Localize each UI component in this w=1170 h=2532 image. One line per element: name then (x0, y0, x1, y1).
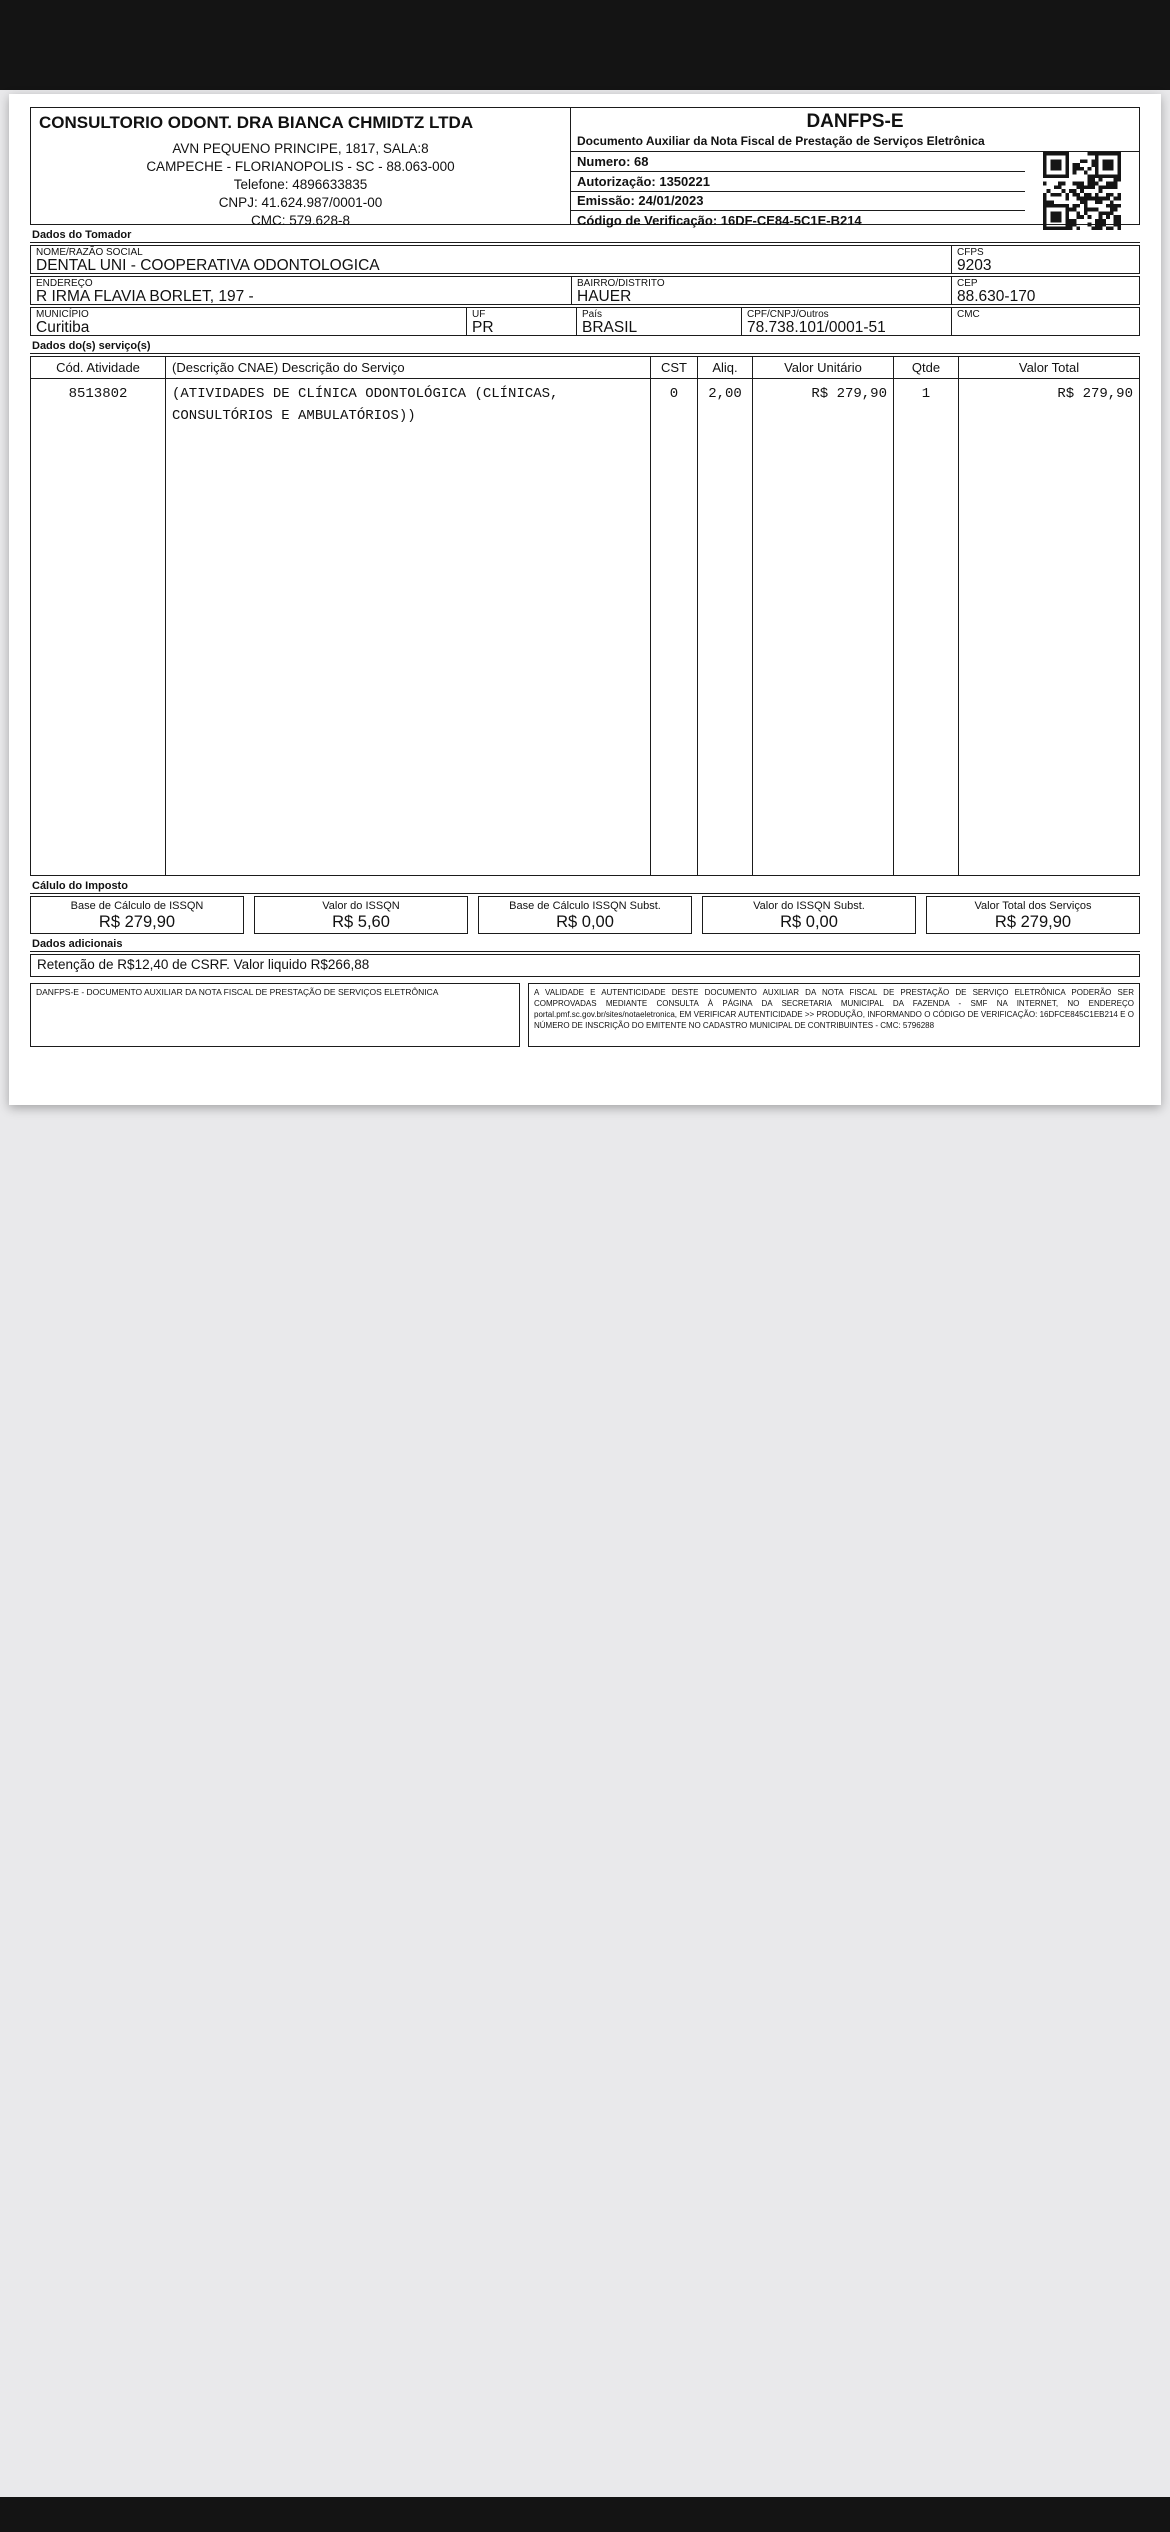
tomador-row-2 (30, 276, 1140, 305)
tax-label: Valor do ISSQN (322, 900, 400, 912)
emitter-address-line1: AVN PEQUENO PRINCIPE, 1817, SALA:8 (172, 141, 429, 156)
cell-valor-unitario: R$ 279,90 (811, 386, 887, 402)
document-header (30, 107, 1140, 229)
tax-value: R$ 279,90 (994, 913, 1072, 931)
field-value: 88.630-170 (957, 288, 1036, 304)
col-aliq (698, 357, 753, 875)
tax-label: Base de Cálculo de ISSQN (70, 900, 204, 912)
danfps-emissao: Emissão: 24/01/2023 (571, 192, 1025, 212)
field-value: 9203 (957, 257, 992, 273)
field-endereco (31, 277, 571, 304)
field-uf (466, 308, 576, 335)
cell-cst: 0 (669, 386, 679, 402)
cell-qtde: 1 (921, 386, 931, 402)
cell-cod-atividade: 8513802 (68, 386, 128, 402)
column-header: Valor Unitário (753, 357, 893, 379)
emitter-name: CONSULTORIO ODONT. DRA BIANCA CHMIDTZ LTDA (39, 113, 474, 132)
footer-left-box: DANFPS-E - DOCUMENTO AUXILIAR DA NOTA FISCAL DE PRESTAÇÃO DE SERVIÇOS ELETRÔNICA (30, 983, 520, 1047)
emitter-address-line2: CAMPECHE - FLORIANOPOLIS - SC - 88.063-000 (146, 159, 455, 174)
descricao-line-2: CONSULTÓRIOS E AMBULATÓRIOS)) (172, 408, 416, 424)
field-label: CPF/CNPJ/Outros (747, 309, 829, 320)
field-cfps (951, 246, 1139, 273)
col-valor-total (959, 357, 1139, 875)
emitter-cnpj: CNPJ: 41.624.987/0001-00 (218, 195, 383, 210)
status-bar (0, 0, 1170, 90)
tax-valor-total-servicos (926, 896, 1140, 934)
field-cmc-tomador (951, 308, 1139, 335)
field-label: País (582, 309, 603, 320)
field-bairro-distrito (571, 277, 951, 304)
col-descricao (166, 357, 651, 875)
field-label: MUNICÍPIO (36, 309, 89, 320)
tax-value: R$ 0,00 (556, 913, 614, 931)
tax-base-issqn-subst (478, 896, 692, 934)
tax-valor-issqn-subst (702, 896, 916, 934)
danfps-codigo-verificacao: Código de Verificação: 16DF-CE84-5C1E-B214 (577, 213, 862, 229)
document-footer (30, 983, 1140, 1047)
field-label: NOME/RAZÃO SOCIAL (36, 247, 143, 258)
col-cod-atividade (31, 357, 166, 875)
tax-label: Valor do ISSQN Subst. (753, 900, 865, 912)
column-header: Qtde (894, 357, 958, 379)
tax-value: R$ 279,90 (98, 913, 176, 931)
danfps-body (571, 152, 1139, 230)
col-qtde (894, 357, 959, 875)
cell-descricao (166, 379, 650, 427)
field-label: CMC (957, 309, 980, 320)
danfps-block (571, 108, 1139, 229)
danfps-numero: Numero: 68 (571, 152, 1025, 172)
danfps-title: DANFPS-E (806, 111, 904, 132)
section-title-adicionais: Dados adicionais (30, 936, 1140, 952)
column-header: Cód. Atividade (31, 357, 165, 379)
danfps-info (571, 152, 1025, 230)
tax-value: R$ 0,00 (780, 913, 838, 931)
field-value: 78.738.101/0001-51 (747, 319, 886, 335)
cell-valor-total: R$ 279,90 (1057, 386, 1133, 402)
cell-aliq: 2,00 (708, 386, 742, 402)
column-header: (Descrição CNAE) Descrição do Serviço (166, 357, 650, 379)
column-header: Valor Total (959, 357, 1139, 379)
column-header: Aliq. (698, 357, 752, 379)
home-indicator-bar (0, 2497, 1170, 2532)
section-title-tomador: Dados do Tomador (30, 227, 1140, 243)
field-value: R IRMA FLAVIA BORLET, 197 - (36, 288, 254, 304)
emitter-cmc: CMC: 579.628-8 (250, 213, 351, 228)
col-cst (651, 357, 698, 875)
tax-summary-row (30, 896, 1140, 934)
field-value: Curitiba (36, 319, 90, 335)
additional-data-box: Retenção de R$12,40 de CSRF. Valor liquido R$266,88 (30, 954, 1140, 977)
field-municipio (31, 308, 466, 335)
section-title-imposto: Cálulo do Imposto (30, 878, 1140, 894)
tax-valor-issqn (254, 896, 468, 934)
section-title-servicos: Dados do(s) serviço(s) (30, 338, 1140, 354)
field-label: CFPS (957, 247, 984, 258)
tax-label: Valor Total dos Serviços (974, 900, 1092, 912)
tax-base-issqn (30, 896, 244, 934)
danfps-autorizacao: Autorização: 1350221 (571, 172, 1025, 192)
tomador-row-3 (30, 307, 1140, 336)
descricao-line-1: (ATIVIDADES DE CLÍNICA ODONTOLÓGICA (CLÍNICAS, (172, 386, 559, 402)
field-label: BAIRRO/DISTRITO (577, 278, 665, 289)
tax-label: Base de Cálculo ISSQN Subst. (509, 900, 661, 912)
field-label: ENDEREÇO (36, 278, 93, 289)
document-page[interactable] (9, 94, 1161, 1105)
field-nome-razao-social (31, 246, 951, 273)
field-value: PR (472, 319, 494, 335)
tax-value: R$ 5,60 (332, 913, 390, 931)
field-value: HAUER (577, 288, 632, 304)
emitter-block (31, 108, 571, 228)
field-pais (576, 308, 741, 335)
column-header: CST (651, 357, 697, 379)
field-cep (951, 277, 1139, 304)
services-table (30, 356, 1140, 876)
field-label: CEP (957, 278, 978, 289)
footer-validity-box: A VALIDADE E AUTENTICIDADE DESTE DOCUMENTO AUXILIAR DA NOTA FISCAL DE PRESTAÇÃO DE SERVIÇO ELETRÔNICA PODERÃO SER COMPROVADAS MEDIANTE CONSULTA À PÁGINA DA SECRETARIA MUNICIPAL DA FAZENDA - SMF NA INTERNET, NO ENDEREÇO portal.pmf.sc.gov.br/sites/notaeletronica, EM VERIFICAR AUTENTICIDADE >> PRODUÇÃO, INFORMANDO O CÓDIGO DE VERIFICAÇÃO: 16DFCE845C1EB214 E O NÚMERO DE INSCRIÇÃO DO EMITENTE NO CADASTRO MUNICIPAL DE CONTRIBUINTES - CMC: 5796288 (528, 983, 1140, 1047)
emitter-phone: Telefone: 4896633835 (233, 177, 368, 192)
tomador-row-1 (30, 245, 1140, 274)
field-label: UF (472, 309, 486, 320)
field-cpf-cnpj-outros (741, 308, 951, 335)
danfps-subtitle: Documento Auxiliar da Nota Fiscal de Prestação de Serviços Eletrônica (571, 134, 1139, 152)
qr-code-icon (1025, 152, 1139, 230)
field-value: DENTAL UNI - COOPERATIVA ODONTOLOGICA (36, 257, 380, 273)
field-value: BRASIL (582, 319, 638, 335)
col-valor-unitario (753, 357, 894, 875)
